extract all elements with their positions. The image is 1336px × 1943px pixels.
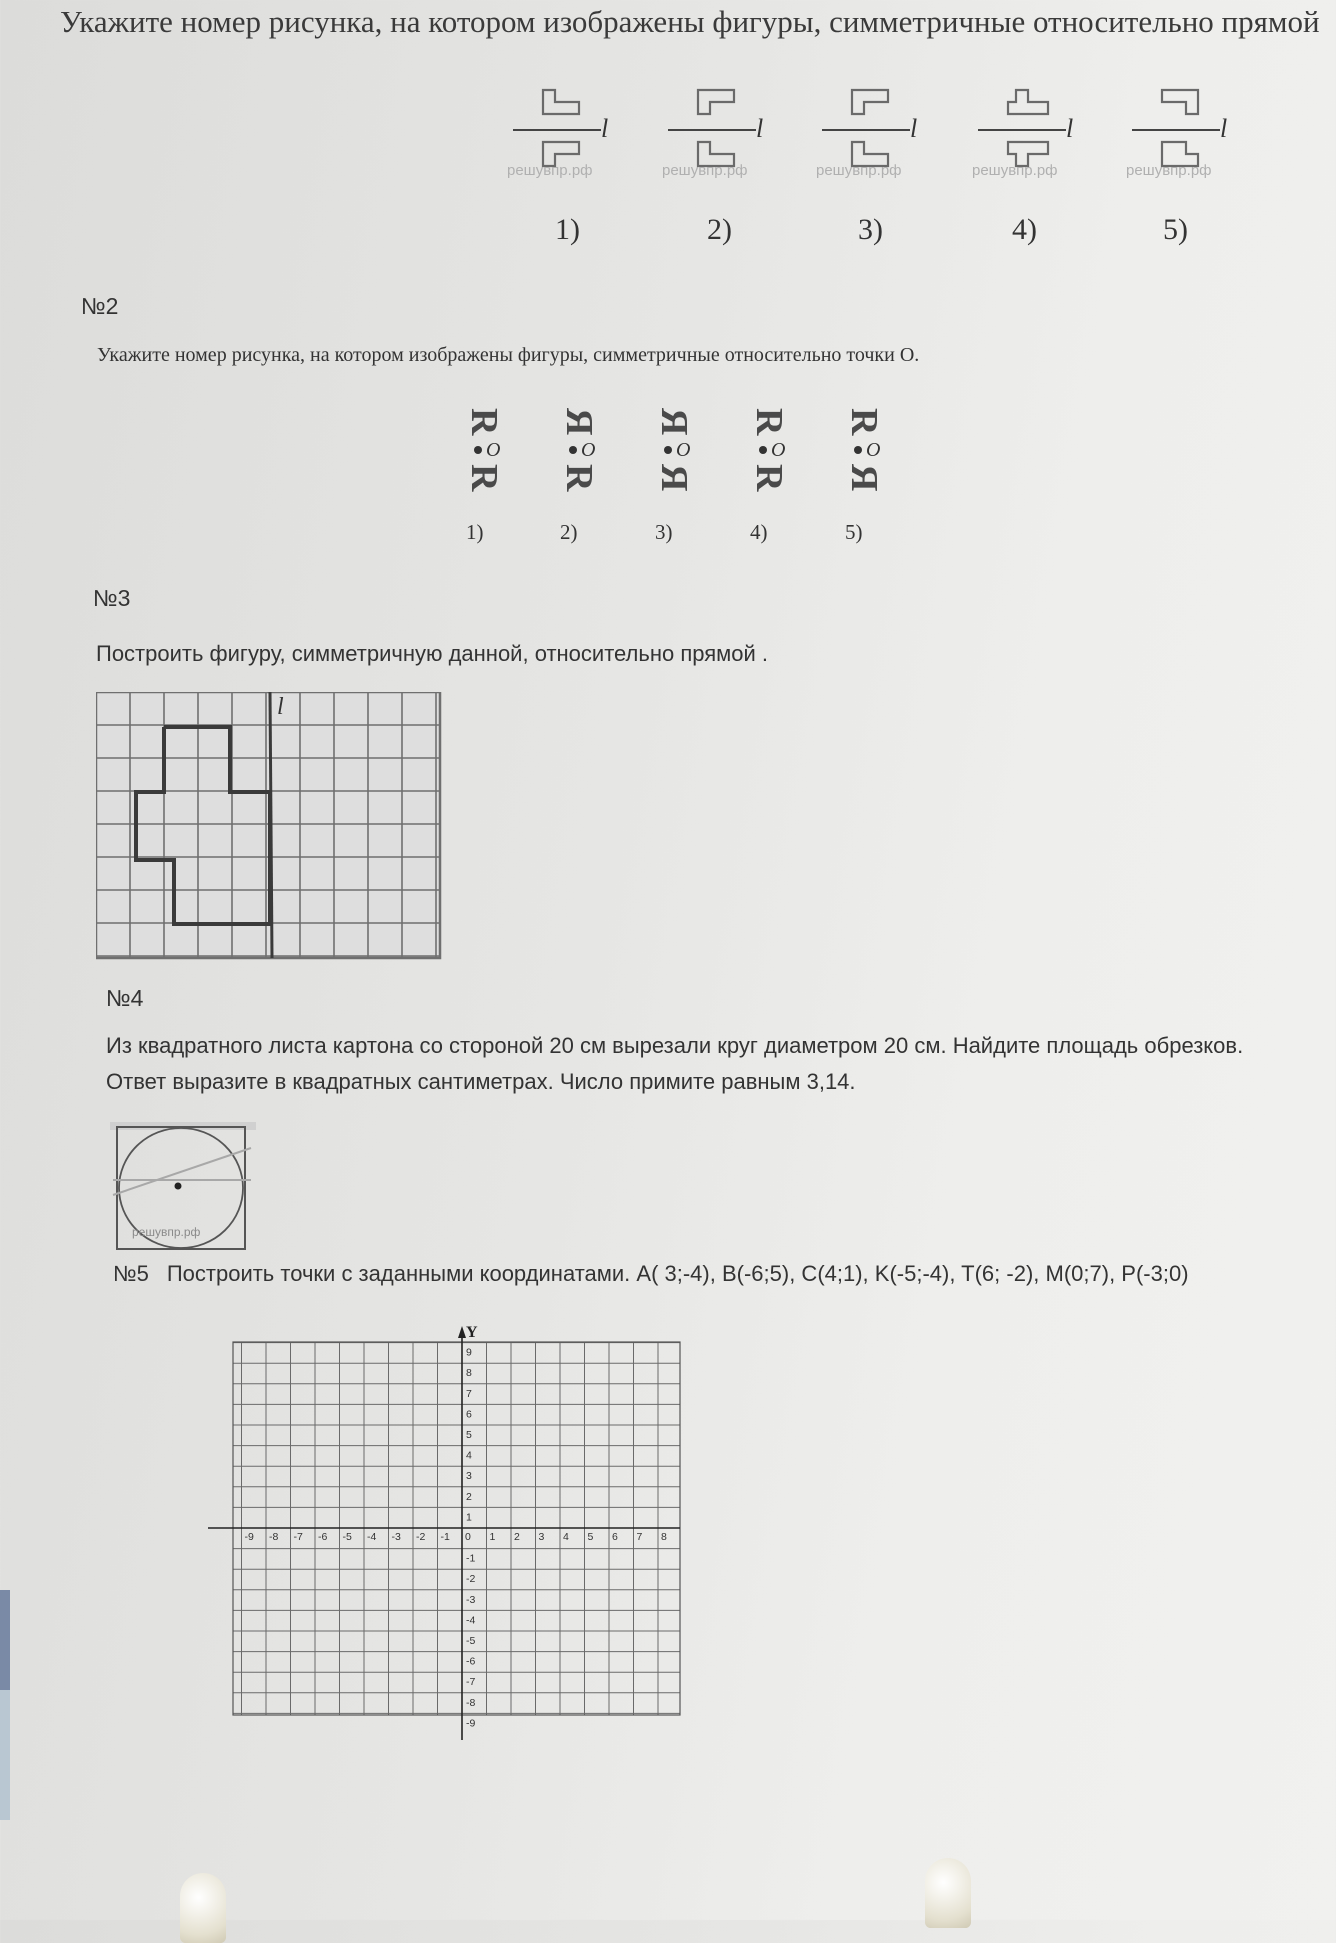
task4-number: №4 (106, 985, 144, 1011)
x-tick-label: -5 (342, 1531, 352, 1543)
y-tick-label: 6 (466, 1408, 472, 1421)
task3-question: Построить фигуру, симметричную данной, относительно прямой . (96, 641, 769, 666)
y-axis-arrow (458, 1326, 466, 1338)
x-tick-label: -9 (244, 1531, 254, 1543)
x-tick-label: -3 (391, 1531, 401, 1543)
letter-bottom: R (463, 464, 505, 492)
point-label: O (866, 439, 881, 461)
y-axis-label: Y (466, 1324, 478, 1341)
task2-option-3: 3) (655, 520, 673, 544)
x-tick-label: 1 (489, 1531, 496, 1543)
task2-option-5: 5) (845, 520, 863, 544)
watermark: решувпр.рф (132, 1225, 201, 1239)
letter-bottom: R (558, 464, 600, 492)
task1-option-4: 4) (1012, 213, 1037, 246)
stand-peg-right (925, 1858, 971, 1928)
task5-text: Построить точки с заданными координатами. A( 3;-4), B(-6;5), C(4;1), K(-5;-4), T(6; -2), M(0;7), P(-3;0) (166, 1261, 1189, 1286)
point-label: O (486, 439, 501, 461)
task2-option-1: 1) (466, 520, 484, 544)
x-tick-label: -7 (293, 1531, 303, 1543)
stand-peg-left (180, 1873, 226, 1943)
letter-top: R (843, 408, 885, 436)
task5-number: №5 (113, 1261, 149, 1286)
point-label: O (581, 439, 596, 461)
letter-top: R (463, 408, 505, 436)
y-tick-label: -9 (466, 1717, 476, 1730)
y-tick-label: 7 (466, 1387, 472, 1400)
y-tick-label: -4 (466, 1614, 476, 1627)
y-tick-label: -6 (466, 1655, 476, 1668)
watermark: решувпр.рф (662, 162, 748, 179)
y-tick-label: -2 (466, 1573, 476, 1586)
x-tick-label: -1 (440, 1531, 450, 1543)
task2-option-4: 4) (750, 520, 768, 544)
x-tick-label: 5 (587, 1531, 594, 1543)
letter-top: Я (558, 408, 600, 436)
x-tick-label: -2 (416, 1531, 426, 1543)
y-tick-label: -7 (466, 1676, 476, 1689)
line-label: l (1066, 114, 1074, 143)
y-tick-label: 2 (466, 1490, 472, 1503)
line-label: l (601, 114, 609, 143)
y-tick-label: -1 (466, 1552, 476, 1565)
y-tick-label: 9 (466, 1346, 472, 1359)
task3-number: №3 (93, 585, 131, 611)
task2-question: Укажите номер рисунка, на котором изображены фигуры, симметричные относительно точки O. (97, 344, 920, 366)
y-tick-label: -3 (466, 1593, 476, 1606)
task2-option-2: 2) (560, 520, 578, 544)
task1-option-1: 1) (555, 213, 580, 246)
letter-bottom: Я (653, 464, 695, 492)
task1-option-3: 3) (858, 213, 883, 246)
y-tick-label: 1 (466, 1511, 472, 1524)
task1-question: Укажите номер рисунка, на котором изображены фигуры, симметричные относительно прямой (60, 4, 1320, 39)
x-tick-label: 0 (465, 1531, 471, 1543)
watermark: решувпр.рф (972, 162, 1058, 179)
x-tick-label: -8 (269, 1531, 279, 1543)
y-tick-label: -8 (466, 1696, 476, 1709)
watermark: решувпр.рф (1126, 162, 1212, 179)
x-tick-label: 3 (538, 1531, 545, 1543)
y-tick-label: 8 (466, 1367, 472, 1380)
line-label: l (910, 114, 918, 143)
y-tick-label: 3 (466, 1470, 472, 1483)
x-tick-label: 2 (514, 1531, 520, 1543)
line-label: l (1220, 114, 1228, 143)
line-label: l (277, 694, 284, 720)
task1-option-5: 5) (1163, 213, 1188, 246)
line-label: l (756, 114, 764, 143)
x-tick-label: 4 (563, 1531, 569, 1543)
y-tick-label: 4 (466, 1449, 472, 1462)
letter-bottom: Я (843, 464, 885, 492)
watermark: решувпр.рф (507, 162, 593, 179)
point-label: O (771, 439, 786, 461)
letter-top: R (748, 408, 790, 436)
x-tick-label: 8 (661, 1531, 667, 1543)
x-tick-label: -4 (367, 1531, 377, 1543)
x-tick-label: 7 (636, 1531, 643, 1543)
task1-option-2: 2) (707, 213, 732, 246)
x-tick-label: 6 (612, 1531, 618, 1543)
letter-top: Я (653, 408, 695, 436)
x-tick-label: -6 (318, 1531, 328, 1543)
task4-question: Из квадратного листа картона со стороной 20 см вырезали круг диаметром 20 см. Найдите площадь обрезков. Ответ выразите в квадратных сантиметрах. Число примите равным 3,14. (106, 1033, 1244, 1094)
y-tick-label: 5 (466, 1429, 472, 1441)
point-label: O (676, 439, 691, 461)
task2-number: №2 (81, 293, 119, 319)
watermark: решувпр.рф (816, 162, 902, 179)
letter-bottom: R (748, 464, 790, 492)
y-tick-label: -5 (466, 1635, 476, 1647)
